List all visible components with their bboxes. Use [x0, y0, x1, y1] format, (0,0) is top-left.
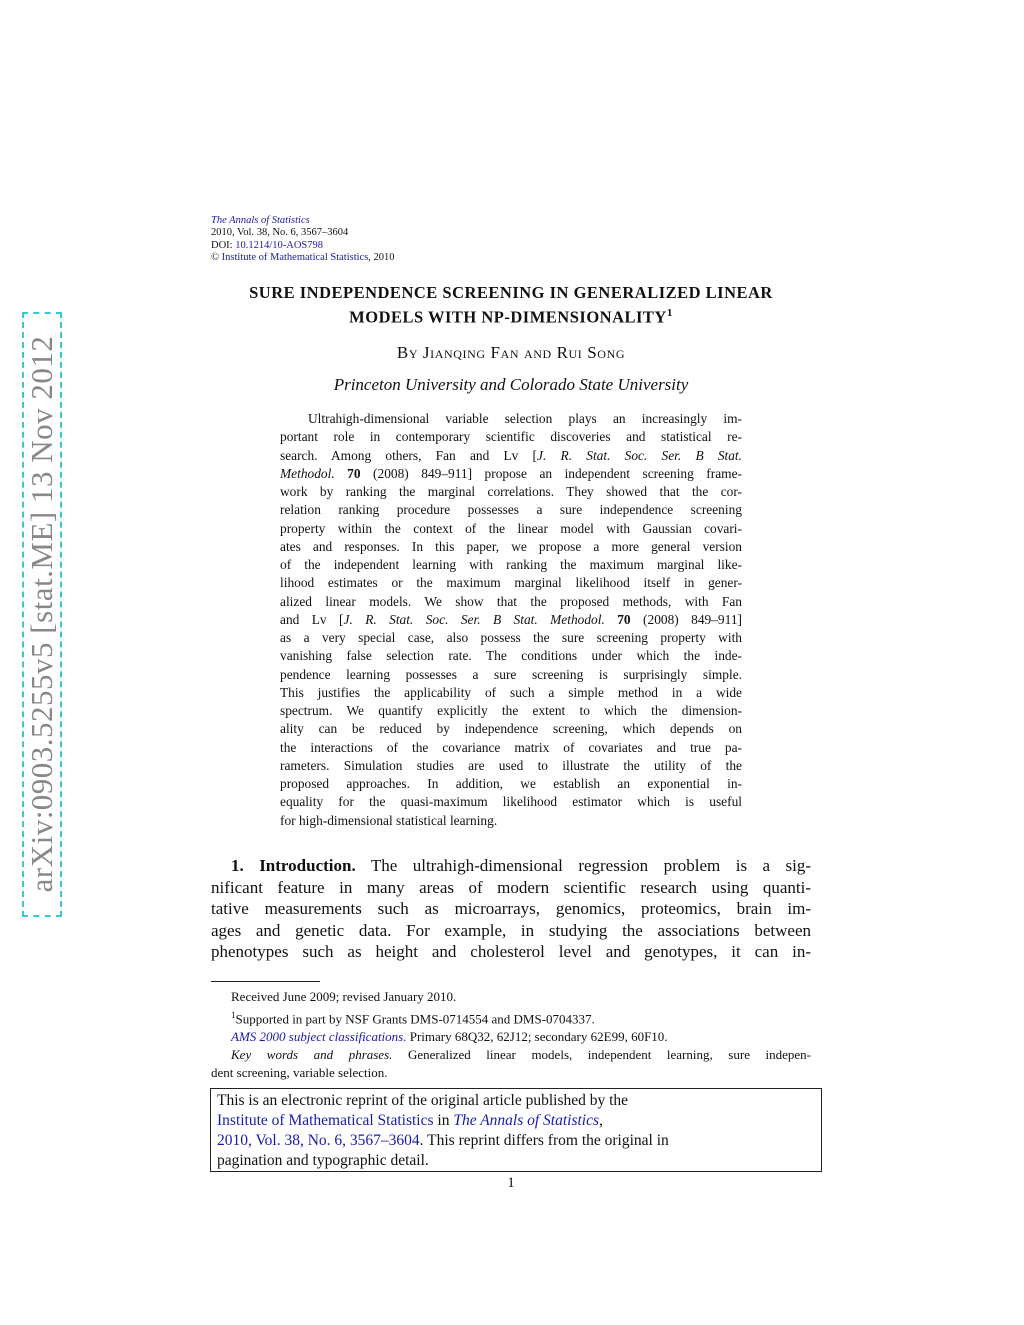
doi-prefix: DOI: — [211, 239, 236, 251]
abstract-line: Methodol. 70 (2008) 849–911] propose an independent screening frame- — [280, 465, 742, 481]
journal-header — [211, 215, 395, 264]
abstract-line: the interactions of the covariance matrix of covariates and true pa- — [280, 739, 742, 755]
affiliation: Princeton University and Colorado State University — [333, 375, 689, 394]
copyright-year: , 2010 — [368, 251, 395, 263]
intro-line: nificant feature in many areas of modern scientific research using quanti- — [211, 877, 811, 897]
abstract-line: relation ranking procedure possesses a sure independence screening — [280, 502, 742, 518]
abstract — [280, 410, 742, 830]
abstract-line: property within the context of the linear model with Gaussian covari- — [280, 520, 742, 536]
reprint-line: This is an electronic reprint of the original article published by the — [217, 1092, 629, 1109]
intro-line: ages and genetic data. For example, in studying the associations between — [211, 920, 811, 940]
intro-line: tative measurements such as microarrays, genomics, proteomics, brain im- — [211, 899, 811, 918]
annals-link[interactable]: The Annals of Statistics — [453, 1112, 600, 1129]
title-line-2: MODELS WITH NP-DIMENSIONALITY — [349, 307, 667, 327]
abstract-line: as a very special case, also possess the sure screening property with — [280, 630, 742, 645]
footnote-divider — [211, 981, 320, 982]
introduction-section — [211, 855, 811, 963]
reprint-line: pagination and typographic detail. — [217, 1152, 429, 1169]
abstract-line: ality can be reduced by independence screening, which depends on — [280, 721, 742, 737]
journal-volume: 2010, Vol. 38, No. 6, 3567–3604 — [211, 227, 349, 239]
citation-journal: Methodol. — [280, 465, 335, 481]
publisher-link[interactable]: Institute of Mathematical Statistics — [221, 251, 369, 263]
page-number: 1 — [507, 1175, 515, 1191]
abstract-line: spectrum. We quantify explicitly the extent to which the dimension- — [280, 703, 742, 718]
abstract-line: of the independent learning with ranking the maximum marginal like- — [280, 557, 742, 572]
volume-link[interactable]: 2010, Vol. 38, No. 6, 3567–3604 — [217, 1132, 420, 1149]
doi-link[interactable]: 10.1214/10-AOS798 — [235, 239, 324, 251]
citation-journal: J. R. Stat. Soc. Ser. B Stat. — [537, 447, 742, 463]
ams-classification-link[interactable]: AMS 2000 subject classifications. — [231, 1029, 407, 1045]
abstract-line: Ultrahigh-dimensional variable selection plays an increasingly im- — [308, 411, 742, 426]
abstract-line: lihood estimates or the maximum marginal likelihood itself in gener- — [280, 575, 742, 591]
abstract-line: rameters. Simulation studies are used to illustrate the utility of the — [280, 757, 742, 773]
abstract-line: equality for the quasi-maximum likelihood estimator which is useful — [280, 794, 742, 810]
abstract-line: and Lv [J. R. Stat. Soc. Ser. B Stat. Methodol. 70 (2008) 849–911] — [280, 611, 742, 627]
received-note: Received June 2009; revised January 2010. — [231, 989, 457, 1004]
abstract-line: ates and responses. In this paper, we propose a more general version — [280, 538, 742, 554]
footnotes — [211, 988, 811, 1082]
paper-title — [211, 282, 811, 328]
abstract-line: vanishing false selection rate. The conditions under which the inde- — [280, 648, 742, 664]
abstract-line: alized linear models. We show that the proposed methods, with Fan — [280, 593, 742, 609]
abstract-line: search. Among others, Fan and Lv [J. R. Stat. Soc. Ser. B Stat. — [280, 447, 742, 463]
abstract-line: pendence learning possesses a sure screening is surprisingly simple. — [280, 666, 742, 682]
reprint-line: 2010, Vol. 38, No. 6, 3567–3604. This reprint differs from the original in — [217, 1132, 669, 1149]
reprint-line: Institute of Mathematical Statistics in The Annals of Statistics, — [217, 1112, 603, 1129]
section-heading: 1. Introduction. — [231, 856, 356, 875]
keywords-note: Key words and phrases. Generalized linear models, independent learning, sure indepen- — [231, 1047, 811, 1063]
authors: By Jianqing Fan and Rui Song — [396, 343, 626, 362]
ims-link[interactable]: Institute of Mathematical Statistics — [217, 1112, 434, 1129]
abstract-line: work by ranking the marginal correlations. They showed that the cor- — [280, 484, 742, 499]
title-footnote-mark: 1 — [666, 307, 673, 319]
intro-line: phenotypes such as height and cholesterol level and genotypes, it can in- — [211, 942, 811, 961]
arxiv-stamp: arXiv:0903.5255v5 [stat.ME] 13 Nov 2012 — [24, 335, 59, 893]
journal-name-link[interactable]: The Annals of Statistics — [211, 215, 310, 226]
abstract-line: portant role in contemporary scientific discoveries and statistical re- — [280, 429, 742, 445]
abstract-line: This justifies the applicability of such a simple method in a wide — [280, 684, 742, 700]
title-line-1: SURE INDEPENDENCE SCREENING IN GENERALIZED LINEAR — [249, 283, 773, 302]
intro-line: 1. Introduction. The ultrahigh-dimensional regression problem is a sig- — [231, 856, 811, 875]
abstract-line: for high-dimensional statistical learning. — [280, 812, 498, 828]
copyright-icon: © — [211, 251, 219, 263]
keywords-note-cont: dent screening, variable selection. — [211, 1065, 388, 1081]
reprint-notice — [210, 1088, 822, 1172]
abstract-line: proposed approaches. In addition, we establish an exponential in- — [280, 776, 742, 791]
ams-note: AMS 2000 subject classifications. Primary 68Q32, 62J12; secondary 62E99, 60F10. — [231, 1029, 668, 1045]
support-note: $^1$Supported in part by NSF Grants DMS-0714554 and DMS-0704337. — [231, 1010, 595, 1027]
citation-journal: J. R. Stat. Soc. Ser. B Stat. Methodol. — [343, 611, 605, 627]
